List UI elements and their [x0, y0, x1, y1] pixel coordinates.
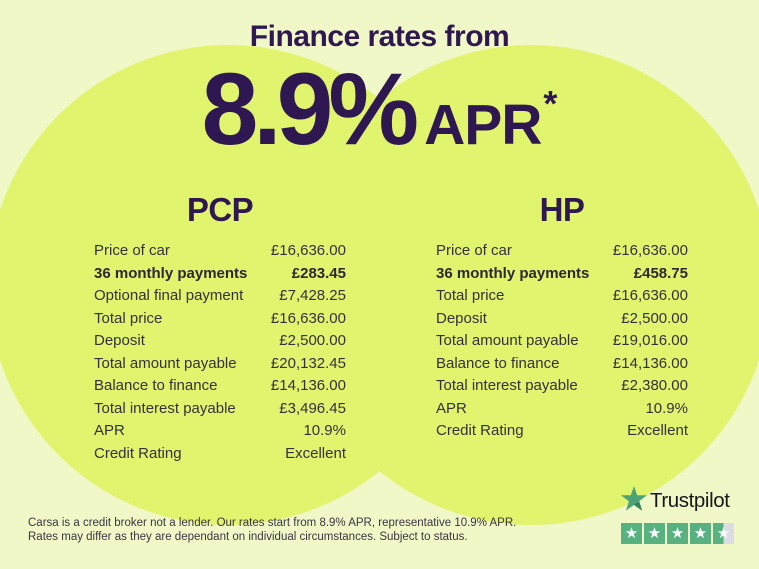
table-row	[94, 420, 346, 443]
pcp-rows	[94, 240, 346, 465]
star-glyph: ★	[670, 525, 685, 542]
row-value: 10.9%	[645, 399, 688, 417]
table-row	[94, 443, 346, 466]
row-label: 36 monthly payments	[436, 264, 590, 282]
page-title: Finance rates from	[249, 20, 510, 53]
row-value: £16,636.00	[612, 242, 688, 259]
hp-heading: HP	[539, 191, 585, 228]
rate-suffix: APR	[424, 93, 542, 157]
row-value: £19,016.00	[612, 332, 688, 349]
row-value: £2,500.00	[279, 332, 346, 349]
table-row	[436, 308, 688, 331]
star-full-icon	[644, 523, 665, 544]
row-label: APR	[94, 422, 125, 439]
table-row	[436, 420, 688, 443]
row-label: Total price	[436, 287, 505, 304]
disclaimer-line-2: Rates may differ as they are dependant on individual circumstances. Subject to status.	[28, 531, 468, 543]
table-row	[94, 330, 346, 353]
row-value: £16,636.00	[270, 242, 346, 259]
row-label: Balance to finance	[94, 377, 218, 394]
table-row	[436, 263, 688, 286]
row-label: Deposit	[436, 309, 487, 327]
row-label: APR	[436, 399, 467, 417]
table-row	[94, 398, 346, 421]
row-value: Excellent	[627, 422, 688, 439]
star-full-icon	[667, 523, 688, 544]
row-value: £3,496.45	[279, 399, 346, 417]
row-value: Excellent	[285, 444, 346, 462]
legal-disclaimer	[28, 516, 588, 544]
hp-rows	[436, 240, 688, 443]
table-row	[94, 353, 346, 376]
row-label: Total amount payable	[94, 354, 237, 372]
row-label: Total price	[94, 309, 163, 327]
table-row	[94, 240, 346, 263]
row-label: Balance to finance	[436, 354, 560, 372]
row-value: £2,500.00	[621, 309, 688, 327]
row-value: £16,636.00	[612, 287, 688, 304]
row-label: Total amount payable	[436, 332, 579, 349]
row-label: Credit Rating	[436, 422, 524, 439]
table-row	[436, 285, 688, 308]
row-label: Deposit	[94, 332, 145, 349]
table-row	[436, 240, 688, 263]
rate-value: 8.9%	[201, 52, 415, 166]
table-row	[436, 353, 688, 376]
row-value: £14,136.00	[270, 377, 346, 394]
star-glyph: ★	[693, 525, 708, 542]
table-row	[436, 375, 688, 398]
row-label: Optional final payment	[94, 287, 244, 304]
star-glyph: ★	[624, 525, 639, 542]
table-row	[436, 330, 688, 353]
trustpilot-badge	[621, 486, 741, 544]
row-value: £7,428.25	[279, 287, 346, 304]
rate-footnote-marker: *	[543, 83, 558, 124]
star-full-icon	[621, 523, 642, 544]
pcp-table	[94, 192, 346, 465]
disclaimer-line-1: Carsa is a credit broker not a lender. Our rates start from 8.9% APR, representative 10.9% APR.	[28, 517, 517, 529]
hp-table	[436, 192, 688, 443]
row-label: Total interest payable	[94, 399, 236, 417]
row-value: 10.9%	[303, 422, 346, 439]
row-label: Total interest payable	[436, 377, 578, 394]
row-value: £2,380.00	[621, 377, 688, 394]
table-row	[94, 263, 346, 286]
row-value: £14,136.00	[612, 354, 688, 372]
row-label: 36 monthly payments	[94, 264, 248, 282]
row-value: £283.45	[291, 264, 346, 282]
star-glyph: ★	[647, 525, 662, 542]
star-half-icon	[713, 523, 734, 544]
table-row	[94, 308, 346, 331]
table-row	[436, 398, 688, 421]
star-full-icon	[690, 523, 711, 544]
trustpilot-logo	[621, 486, 741, 516]
headline-rate	[0, 52, 759, 166]
table-row	[94, 375, 346, 398]
row-value: £20,132.45	[270, 354, 346, 372]
row-value: £458.75	[633, 264, 688, 282]
row-label: Credit Rating	[94, 444, 182, 462]
table-row	[94, 285, 346, 308]
row-label: Price of car	[436, 242, 512, 259]
row-label: Price of car	[94, 242, 170, 259]
trustpilot-wordmark: Trustpilot	[650, 489, 730, 512]
star-glyph: ★	[716, 525, 731, 542]
pcp-heading: PCP	[186, 191, 254, 228]
trustpilot-star-icon	[621, 486, 647, 516]
row-value: £16,636.00	[270, 309, 346, 327]
trustpilot-rating-4-5-stars	[621, 523, 741, 544]
